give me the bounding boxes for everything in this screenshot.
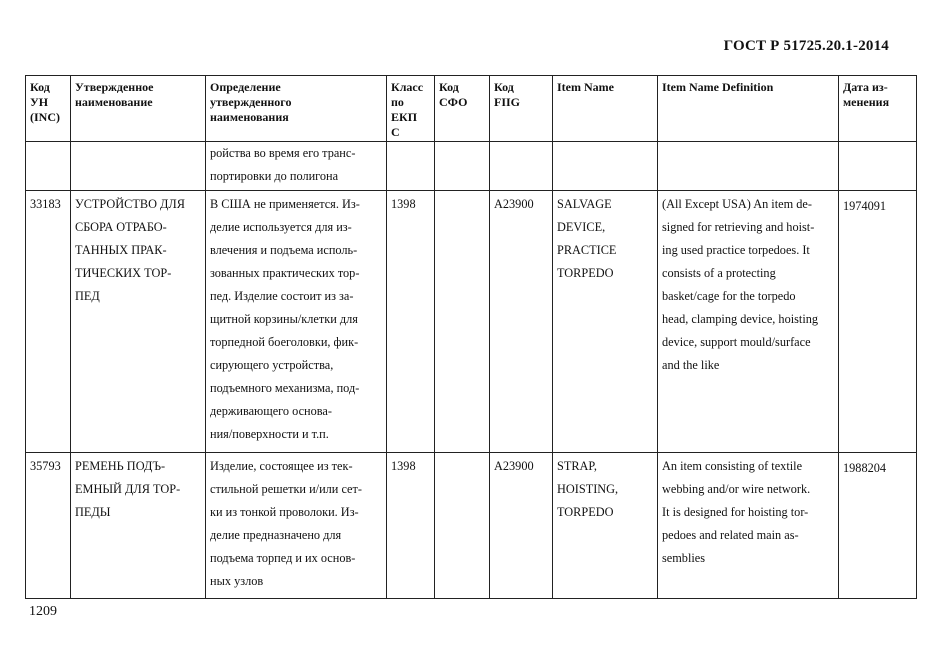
cell-sfo bbox=[435, 453, 490, 599]
cell-name: РЕМЕНЬ ПОДЪ- ЕМНЫЙ ДЛЯ ТОР- ПЕДЫ bbox=[71, 453, 206, 599]
cell-item-name bbox=[553, 142, 658, 191]
cell-name bbox=[71, 142, 206, 191]
cell-item-definition bbox=[658, 142, 839, 191]
cell-item-name: STRAP, HOISTING, TORPEDO bbox=[553, 453, 658, 599]
cell-date bbox=[839, 142, 917, 191]
column-header-approved-name: Утвержденное наименование bbox=[71, 76, 206, 142]
cell-inc: 33183 bbox=[26, 191, 71, 453]
cell-item-definition: (All Except USA) An item de- signed for retrieving and hoist- ing used practice torpedoes. It consists of a protecting basket/cage for the torpedo head, clamping device, hoisting device, support mould/surface and the like bbox=[658, 191, 839, 453]
cell-sfo bbox=[435, 191, 490, 453]
cell-item-definition: An item consisting of textile webbing and/or wire network. It is designed for hoisting tor- pedoes and related main as- semblies bbox=[658, 453, 839, 599]
cell-inc bbox=[26, 142, 71, 191]
cell-definition: В США не применяется. Из- делие используется для из- влечения и подъема исполь- зованных практических тор- пед. Изделие состоит из за- щитной корзины/клетки для торпедной боеголовки, фик- сирующего устройства, подъемного механизма, под- держивающего основа- ния/поверхности и т.п. bbox=[206, 191, 387, 453]
cell-item-name: SALVAGE DEVICE, PRACTICE TORPEDO bbox=[553, 191, 658, 453]
cell-sfo bbox=[435, 142, 490, 191]
table-row bbox=[26, 142, 917, 191]
column-header-item-name: Item Name bbox=[553, 76, 658, 142]
cell-definition: Изделие, состоящее из тек- стильной решетки и/или сет- ки из тонкой проволоки. Из- делие предназначено для подъема торпед и их основ- ных узлов bbox=[206, 453, 387, 599]
page-number: 1209 bbox=[29, 604, 57, 619]
cell-name: УСТРОЙСТВО ДЛЯ СБОРА ОТРАБО- ТАННЫХ ПРАК- ТИЧЕСКИХ ТОР- ПЕД bbox=[71, 191, 206, 453]
table-row bbox=[26, 453, 917, 599]
cell-class: 1398 bbox=[387, 191, 435, 453]
cell-fiig: A23900 bbox=[490, 191, 553, 453]
table-row bbox=[26, 191, 917, 453]
column-header-inc: Код УН (INC) bbox=[26, 76, 71, 142]
cell-date: 1988204 bbox=[839, 453, 917, 599]
catalog-table bbox=[25, 75, 917, 599]
cell-inc: 35793 bbox=[26, 453, 71, 599]
cell-fiig: A23900 bbox=[490, 453, 553, 599]
column-header-class: Класс по ЕКП С bbox=[387, 76, 435, 142]
cell-definition: ройства во время его транс- портировки до полигона bbox=[206, 142, 387, 191]
cell-fiig bbox=[490, 142, 553, 191]
column-header-item-name-definition: Item Name Definition bbox=[658, 76, 839, 142]
document-standard-header: ГОСТ Р 51725.20.1-2014 bbox=[723, 38, 889, 54]
cell-class: 1398 bbox=[387, 453, 435, 599]
column-header-definition: Определение утвержденного наименования bbox=[206, 76, 387, 142]
table-header-row bbox=[26, 76, 917, 142]
cell-class bbox=[387, 142, 435, 191]
column-header-change-date: Дата из- менения bbox=[839, 76, 917, 142]
column-header-fiig: Код FIIG bbox=[490, 76, 553, 142]
cell-date: 1974091 bbox=[839, 191, 917, 453]
column-header-sfo: Код СФО bbox=[435, 76, 490, 142]
